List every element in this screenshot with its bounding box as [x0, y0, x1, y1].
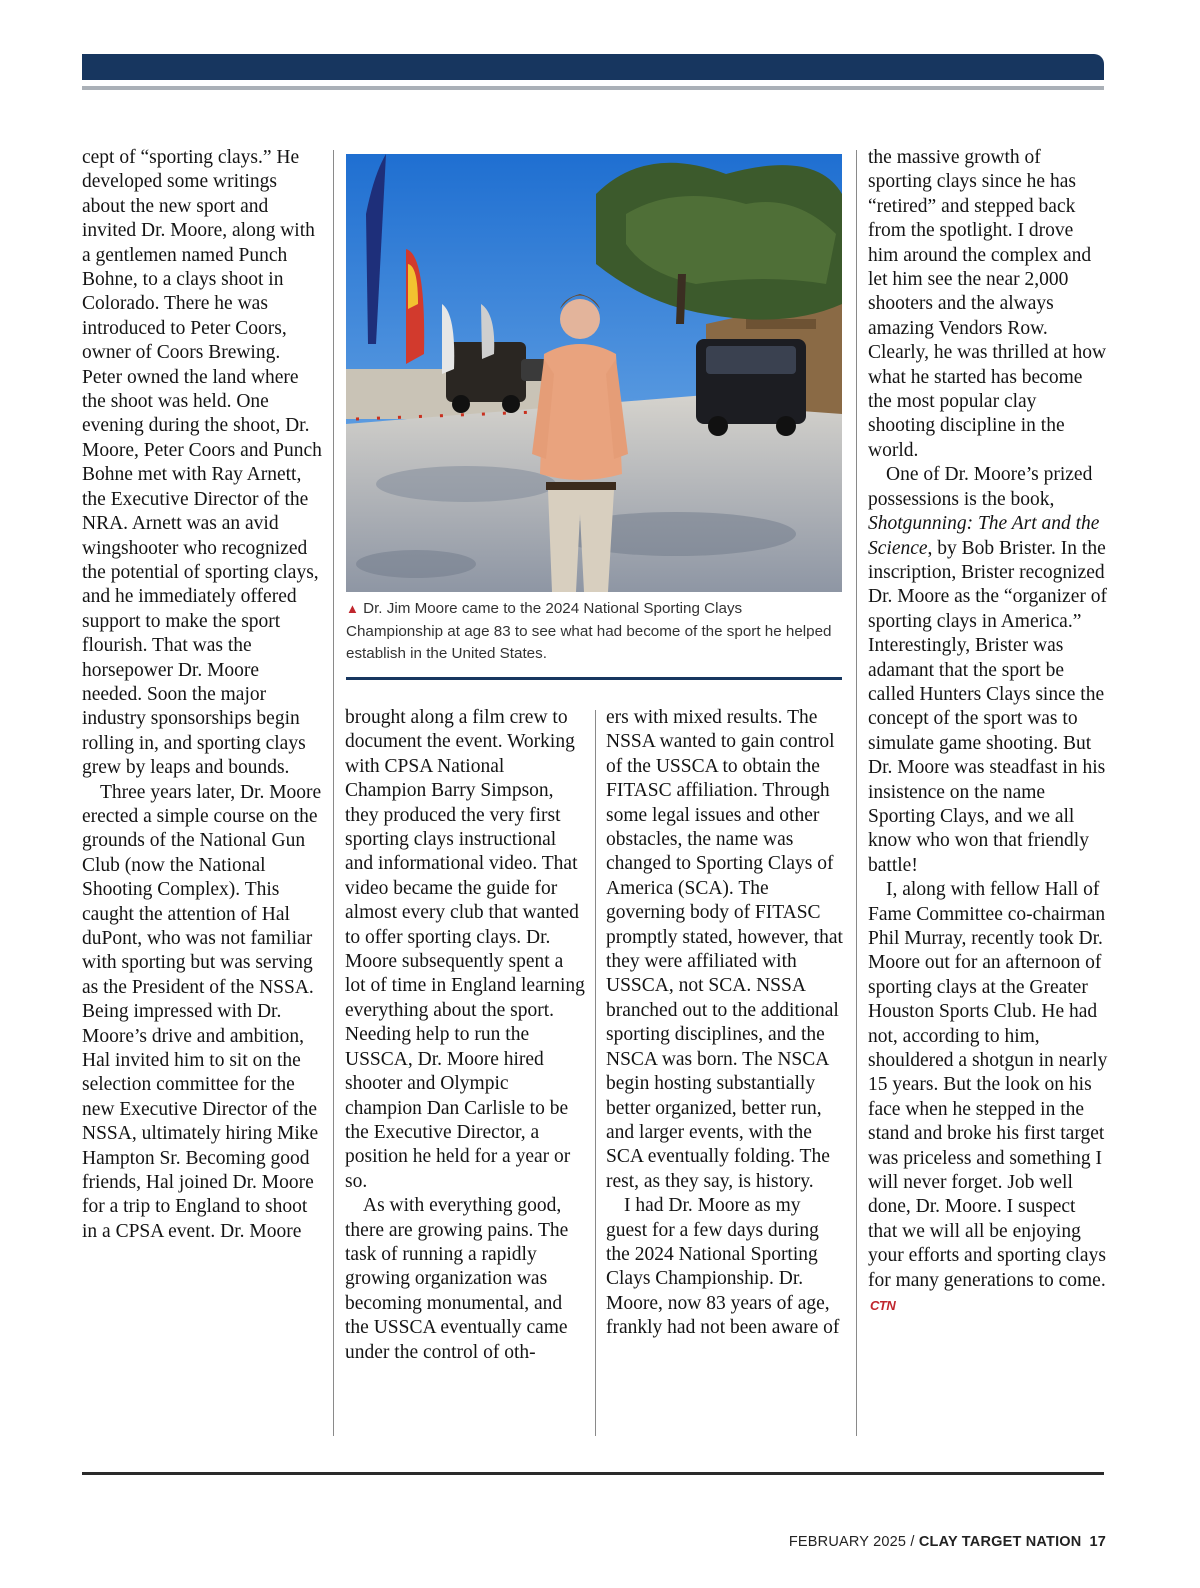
- column-divider: [856, 150, 857, 1436]
- article-column-4: [868, 146, 1108, 1319]
- issue-date: FEBRUARY 2025: [788, 1534, 907, 1550]
- ctn-logo-icon: CTN: [870, 1298, 896, 1314]
- page-number: 17: [1089, 1534, 1106, 1550]
- article-column-2: [345, 706, 585, 1365]
- header-rule: [82, 86, 1104, 90]
- article-column-1: [82, 146, 322, 1244]
- caption-rule: [346, 677, 842, 680]
- paragraph: I, along with fellow Hall of Fame Committee co-chairman Phil Murray, recently took Dr. Moore out for an afternoon of sporting clays at the Greater Houston Sports Club. He had not, according to him, shouldered a shotgun in nearly 15 years. But the look on his face when he stepped in the stand and broke his first target was priceless and something I will never forget. Job well done, Dr. Moore. I suspect that we will all be enjoying your efforts and sporting clays for many generations to come. CTN: [868, 879, 1108, 1314]
- footer-rule: [82, 1472, 1104, 1475]
- article-photo: [346, 154, 842, 592]
- column-divider: [595, 710, 596, 1436]
- paragraph: brought along a film crew to document the event. Working with CPSA National Champion Barry Simpson, they produced the very first sporting clays instructional and informational video. That video became the guide for almost every club that wanted to offer sporting clays. Dr. Moore subsequently spent a lot of time in England learning everything about the sport. Needing help to run the USSCA, Dr. Moore hired shooter and Olympic champion Dan Carlisle to be the Executive Director, a position he held for a year or so.: [345, 707, 585, 1192]
- header-bar: [82, 54, 1104, 80]
- paragraph: Three years later, Dr. Moore erected a simple course on the grounds of the National Gun Club (now the National Shooting Complex). This caught the attention of Hal duPont, who was not familiar with sporting but was serving as the President of the NSSA. Being impressed with Dr. Moore’s drive and ambition, Hal invited him to sit on the selection committee for the new Executive Director of the NSSA, ultimately hiring Mike Hampton Sr. Becoming good friends, Hal joined Dr. Moore for a trip to England to shoot in a CPSA event. Dr. Moore: [82, 781, 322, 1242]
- paragraph: cept of “sporting clays.” He developed some writings about the new sport and invited Dr. Moore, along with a gentlemen named Punch Bohne, to a clays shoot in Colorado. There he was introduced to Peter Coors, owner of Coors Brewing. Peter owned the land where the shoot was held. One evening during the shoot, Dr. Moore, Peter Coors and Punch Bohne met with Ray Arnett, the Executive Director of the NRA. Arnett was an avid wingshooter who recognized the potential of sporting clays, and he immediately offered support to make the sport flourish. That was the horsepower Dr. Moore needed. Soon the major industry sponsorships begin rolling in, and sporting clays grew by leaps and bounds.: [82, 147, 322, 779]
- paragraph: One of Dr. Moore’s prized possessions is the book, Shotgunning: The Art and the Science, by Bob Brister. In the inscription, Brister recognized Dr. Moore as the “organizer of sporting clays in America.” Interestingly, Brister was adamant that the sport be called Hunters Clays since the concept of the sport was to simulate game shooting. But Dr. Moore was steadfast in his insistence on the name Sporting Clays, and we all know who won that friendly battle!: [868, 464, 1107, 876]
- photo-caption: [346, 598, 842, 666]
- page-footer: FEBRUARY 2025 / CLAY TARGET NATION 17: [788, 1534, 1106, 1550]
- book-title: Shotgunning: The Art and the Science: [868, 513, 1100, 559]
- article-column-3: [606, 706, 846, 1341]
- paragraph: ers with mixed results. The NSSA wanted to gain control of the USSCA to obtain the FITASC affiliation. Through some legal issues and other obstacles, the name was changed to Sporting Clays of America (SCA). The governing body of FITASC promptly stated, however, that they were affiliated with USSCA, not SCA. NSSA branched out to the additional sporting disciplines, and the NSCA was born. The NSCA begin hosting substantially better organized, better run, and larger events, with the SCA eventually folding. The rest, as they say, is history.: [606, 707, 843, 1192]
- column-divider: [333, 150, 334, 1436]
- paragraph: the massive growth of sporting clays since he has “retired” and stepped back from the spotlight. I drove him around the complex and let him see the near 2,000 shooters and the always amazing Vendors Row. Clearly, he was thrilled at how what he started has become the most popular clay shooting discipline in the world.: [868, 147, 1107, 461]
- paragraph: As with everything good, there are growing pains. The task of running a rapidly growing organization was becoming monumental, and the USSCA eventually came under the control of oth-: [345, 1195, 569, 1363]
- paragraph: I had Dr. Moore as my guest for a few days during the 2024 National Sporting Clays Championship. Dr. Moore, now 83 years of age, frankly had not been aware of: [606, 1195, 840, 1339]
- caption-triangle-icon: ▲: [346, 601, 359, 616]
- publication-name: CLAY TARGET NATION: [918, 1534, 1082, 1550]
- caption-text: Dr. Jim Moore came to the 2024 National Sporting Clays Championship at age 83 to see what had become of the sport he helped establish in the United States.: [346, 600, 832, 662]
